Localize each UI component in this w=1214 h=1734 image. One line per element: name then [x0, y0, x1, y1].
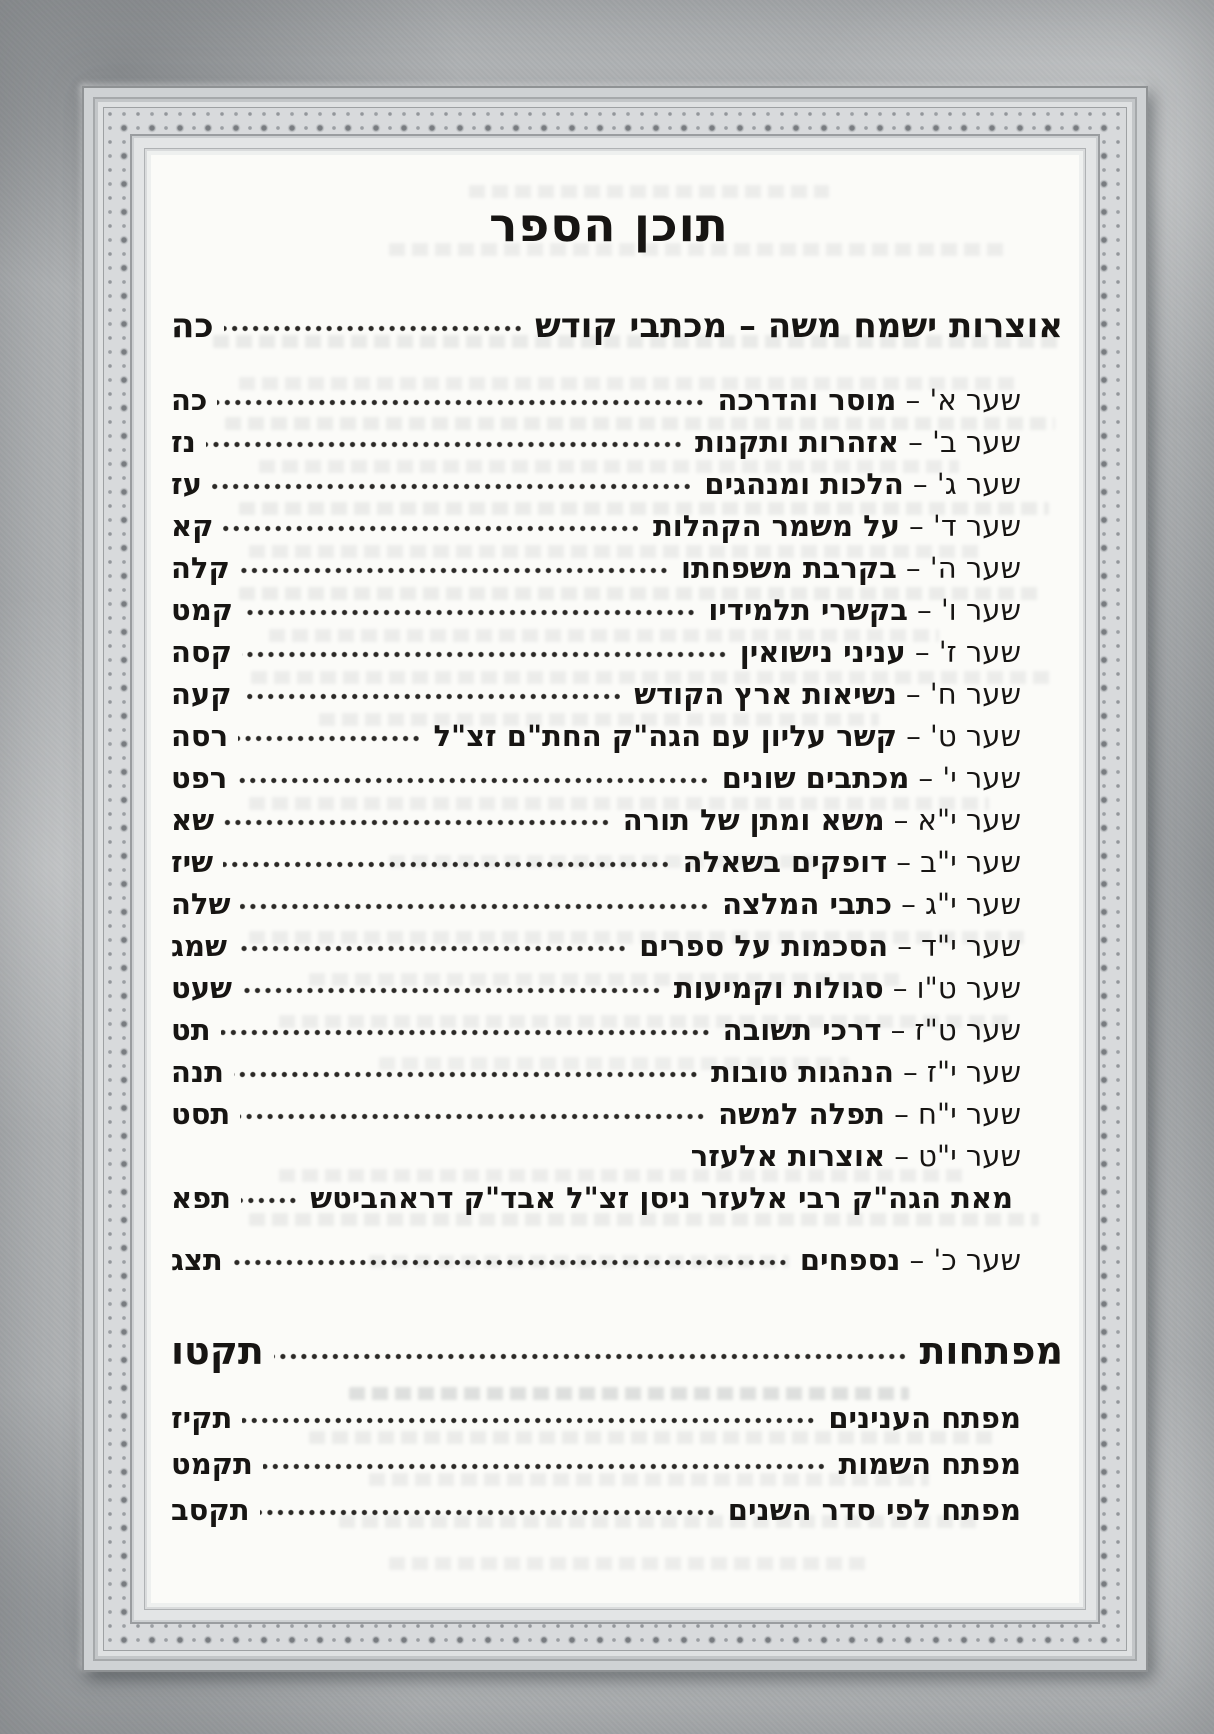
entry-text: [433, 715, 1021, 757]
main-heading-label: אוצרות ישמח משה – מכתבי קודש: [535, 306, 1063, 346]
dot-leader: [243, 608, 696, 617]
chapter-title: על משמר הקהלות: [652, 509, 900, 543]
dot-leader: [221, 1028, 711, 1037]
page-number: כה: [171, 306, 214, 346]
toc-entry: [171, 1487, 1021, 1533]
chapter-label: שער י"ח: [917, 1097, 1021, 1131]
chapter-title: בקשרי תלמידיו: [708, 593, 908, 627]
chapter-title: אזהרות ותקנות: [695, 425, 900, 459]
page-number: תקיז: [171, 1401, 233, 1435]
dot-leader: [217, 398, 705, 407]
chapter-title: מכתבים שונים: [721, 761, 910, 795]
entry-text: [683, 841, 1021, 883]
page-number: כה: [171, 383, 208, 417]
toc-indexes-heading: [171, 1325, 1063, 1377]
dash-separator: –: [887, 845, 921, 879]
chapter-label: שער י"ג: [924, 887, 1021, 921]
page-number: קלה: [171, 551, 230, 585]
entry-text: [310, 1177, 1013, 1219]
dash-separator: –: [900, 1243, 934, 1277]
dot-leader: [263, 1462, 827, 1471]
bleedthrough-line: [469, 185, 829, 198]
chapter-label: שער ט"ו: [916, 971, 1021, 1005]
chapter-label: שער ט': [929, 719, 1021, 753]
dot-leader: [241, 1196, 298, 1205]
chapter-title: מפתח לפי סדר השנים: [727, 1493, 1021, 1527]
page-number: תצג: [171, 1243, 223, 1277]
entry-text: [708, 589, 1021, 631]
entry-text: [728, 1487, 1021, 1533]
page-title: תוכן הספר: [489, 198, 729, 253]
entry-text: [711, 1051, 1021, 1093]
toc-entry: [171, 379, 1021, 421]
page-number: נז: [171, 425, 196, 459]
chapter-label: שער ז': [938, 635, 1021, 669]
chapter-title: נספחים: [799, 1243, 901, 1277]
entry-text: [722, 757, 1021, 799]
toc-entry: [171, 421, 1021, 463]
chapter-label: שער י': [942, 761, 1021, 795]
entry-text: [828, 1395, 1021, 1441]
entry-text: [674, 967, 1021, 1009]
page-number: תנה: [171, 1055, 224, 1089]
dot-leader: [224, 818, 611, 827]
chapter-title: דופקים בשאלה: [682, 845, 888, 879]
toc-main-heading: [171, 303, 1063, 349]
dash-separator: –: [907, 593, 941, 627]
toc-entry: [171, 1177, 1013, 1219]
page-number: תט: [171, 1013, 211, 1047]
dot-leader: [224, 324, 523, 333]
toc-entry: [171, 925, 1021, 967]
page-number: קעה: [171, 677, 232, 711]
frame-ornament-band: [103, 107, 1127, 1651]
dot-leader: [237, 944, 627, 953]
toc-entry: [171, 1135, 1021, 1177]
entry-text: [691, 1135, 1021, 1177]
entry-text: [634, 673, 1021, 715]
dot-leader: [240, 566, 669, 575]
page-number: תקסב: [171, 1493, 250, 1527]
entry-text: [639, 925, 1021, 967]
toc-entry: [171, 1395, 1021, 1441]
dot-leader: [223, 860, 671, 869]
decorative-frame: [82, 86, 1148, 1672]
toc-entry: [171, 715, 1021, 757]
chapter-title: הנהגות טובות: [710, 1055, 894, 1089]
dash-separator: –: [896, 383, 930, 417]
chapter-title: הלכות ומנהגים: [704, 467, 904, 501]
entry-text: [718, 1093, 1021, 1135]
dash-separator: –: [893, 1055, 927, 1089]
toc-entry: [171, 547, 1021, 589]
chapter-title: סגולות וקמיעות: [673, 971, 884, 1005]
chapter-label: שער י"ב: [920, 845, 1021, 879]
chapter-label: שער ח': [929, 677, 1021, 711]
chapter-label: שער י"א: [917, 803, 1021, 837]
chapter-title: בקרבת משפחתו: [681, 551, 897, 585]
chapter-title: אוצרות אלעזר: [690, 1139, 886, 1173]
page-number: שעט: [171, 971, 233, 1005]
chapter-title: דרכי תשובה: [722, 1013, 882, 1047]
entry-text: [695, 421, 1021, 463]
dash-separator: –: [903, 467, 937, 501]
page-number: עז: [171, 467, 202, 501]
chapter-title: תפלה למשה: [718, 1097, 885, 1131]
chapter-title: מפתח הענינים: [828, 1401, 1021, 1435]
page-number: תקמט: [171, 1447, 253, 1481]
chapter-title: כתבי המלצה: [722, 887, 892, 921]
dot-leader: [242, 1416, 816, 1425]
dot-leader: [206, 440, 683, 449]
page-number: שמג: [171, 929, 227, 963]
toc-entry: [171, 841, 1021, 883]
dot-leader: [240, 1112, 706, 1121]
entry-text: [623, 799, 1021, 841]
dot-leader: [274, 1352, 908, 1361]
dot-leader: [212, 482, 692, 491]
chapter-title: מאת הגה"ק רבי אלעזר ניסן זצ"ל אבד"ק דראהביטש: [310, 1181, 1013, 1215]
toc-entry: [171, 883, 1021, 925]
dash-separator: –: [888, 929, 922, 963]
indexes-heading-label: מפתחות: [919, 1328, 1063, 1373]
chapter-label: שער כ': [933, 1243, 1021, 1277]
chapter-label: שער ה': [929, 551, 1021, 585]
dot-leader: [234, 1070, 699, 1079]
page-number: תקטו: [171, 1328, 264, 1373]
index-entry-list: [171, 1395, 1063, 1533]
toc-entry: [171, 1239, 1021, 1281]
entry-text: [653, 505, 1021, 547]
chapter-label: שער ט"ז: [914, 1013, 1021, 1047]
toc-entry: [171, 673, 1021, 715]
page-number: רסה: [171, 719, 229, 753]
entry-text: [800, 1239, 1021, 1281]
toc-entry: [171, 631, 1021, 673]
chapter-label: שער י"ט: [918, 1139, 1021, 1173]
dash-separator: –: [899, 509, 933, 543]
toc-entry: [171, 1051, 1021, 1093]
dash-separator: –: [892, 887, 925, 921]
page-number: קסה: [171, 635, 232, 669]
dash-separator: –: [883, 971, 917, 1005]
dot-leader: [242, 650, 728, 659]
chapter-title: מפתח השמות: [838, 1447, 1021, 1481]
toc-entry: [171, 1093, 1021, 1135]
chapter-label: שער ד': [932, 509, 1021, 543]
page-number: רפט: [171, 761, 228, 795]
chapter-label: שער ו': [940, 593, 1021, 627]
toc-entry: [171, 589, 1021, 631]
dash-separator: –: [884, 803, 918, 837]
dot-leader: [240, 902, 710, 911]
dot-leader: [238, 734, 421, 743]
dash-separator: –: [881, 1013, 915, 1047]
entry-text: [838, 1441, 1021, 1487]
toc-entry: [171, 799, 1021, 841]
dot-leader: [242, 692, 622, 701]
entry-text: [704, 463, 1021, 505]
toc-entry: [171, 1441, 1021, 1487]
page-number: קא: [171, 509, 214, 543]
chapter-label: שער ג': [936, 467, 1021, 501]
toc-entry: [171, 463, 1021, 505]
toc-entry: [171, 967, 1021, 1009]
page-number: שלה: [171, 887, 231, 921]
page-number: תפא: [171, 1181, 231, 1215]
chapter-label: שער א': [929, 383, 1021, 417]
page-number: קמט: [171, 593, 234, 627]
dot-leader: [233, 1258, 788, 1267]
entry-text: [681, 547, 1021, 589]
page-number: תסט: [171, 1097, 231, 1131]
toc-page: [151, 155, 1079, 1603]
dash-separator: –: [899, 425, 932, 459]
page-number: שא: [171, 803, 215, 837]
dash-separator: –: [896, 677, 930, 711]
toc-entry-list: [171, 379, 1063, 1281]
dash-separator: –: [896, 719, 930, 753]
dot-leader: [237, 776, 710, 785]
dot-leader: [242, 986, 662, 995]
entry-text: [723, 1009, 1021, 1051]
page-number: שיז: [171, 845, 214, 879]
dash-separator: –: [885, 1097, 918, 1131]
entry-text: [722, 883, 1021, 925]
dash-separator: –: [885, 1139, 919, 1173]
dash-separator: –: [905, 635, 939, 669]
entry-text: [740, 631, 1021, 673]
toc-entry: [171, 757, 1021, 799]
toc-entry: [171, 505, 1021, 547]
dot-leader: [223, 524, 641, 533]
toc-entry: [171, 1009, 1021, 1051]
bleedthrough-line: [389, 1557, 869, 1570]
dot-leader: [260, 1508, 716, 1517]
chapter-title: נשיאות ארץ הקודש: [634, 677, 897, 711]
chapter-title: מוסר והדרכה: [717, 383, 897, 417]
chapter-title: עניני נישואין: [739, 635, 906, 669]
chapter-label: שער י"ז: [926, 1055, 1021, 1089]
chapter-label: שער י"ד: [921, 929, 1021, 963]
dash-separator: –: [909, 761, 943, 795]
chapter-title: משא ומתן של תורה: [622, 803, 885, 837]
chapter-title: קשר עליון עם הגה"ק החת"ם זצ"ל: [433, 719, 897, 753]
chapter-title: הסכמות על ספרים: [639, 929, 889, 963]
chapter-label: שער ב': [931, 425, 1021, 459]
dash-separator: –: [896, 551, 930, 585]
entry-text: [717, 379, 1021, 421]
